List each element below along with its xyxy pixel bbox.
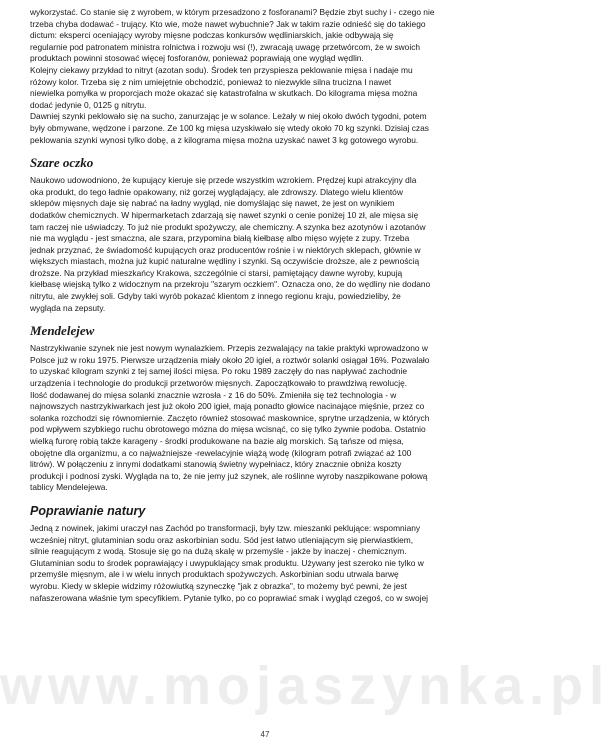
body-line: litrów). W połączeniu z innymi dodatkami stanowią świetny wypełniacz, który znacznie obniża koszty [30,459,402,470]
body-line: obojętne dla organizmu, a co najważniejsze -rewelacyjnie wiążą wodę (kilogram potrafi związać aż 100 [30,447,412,458]
section-heading-szare-oczko: Szare oczko [30,155,94,171]
body-line: nie ma wyglądu - jest smaczna, ale szara, przypomina białą kiełbasę albo mięso wyjęte z zupy. Trzeba [30,233,410,244]
section-body-szare-oczko [30,175,502,314]
body-line: większych miastach, można już kupić naturalne wędliny i szynki. Są oczywiście droższe, ale z pewnością [30,256,420,267]
body-line: silnie reagującym z wodą. Stosuje się go na dużą skalę w przemyśle - jakże by inaczej - chemicznym. [30,546,407,557]
body-line: pod wpływem szybkiego ruchu obrotowego mózna do mięsa wcisnąć, co się tylko żywnie podoba. Ostatnio [30,424,426,435]
body-line: produkcji i podnosi zyski. Wygląda na to, że nie jemy już szynek, ale roślinne wyroby naszpikowane połową [30,470,428,481]
intro-line: trzeba chyba dodawać - trujący. Kto wie, może nawet wybuchnie? Jak w takim razie odnieść się do takiego [30,18,426,29]
body-line: wygląda na zepsuty. [30,302,106,313]
body-line: sklepów mięsnych daje się nabrać na ładny wygląd, nie domyślając się nawet, że jest on wynikiem [30,198,395,209]
body-line: oka produkt, do tego ładnie opakowany, niż gorzej wyglądający, ale zdrowszy. Dlatego wielu klientów [30,186,403,197]
intro-line: niewielka pomyłka w proporcjach może okazać się katastrofalna w skutkach. Do kilograma mięsa można [30,88,418,99]
body-line: przemyśle mięsnym, ale i w wielu innych produktach spożywczych. Askorbinian sodu utrwala barwę [30,569,399,580]
body-line: tam raczej nie uświadczy. To już nie produkt spożywczy, ale chemiczny. A szynka bez azotynów i azotanów [30,221,426,232]
intro-line: dictum: eksperci oceniający wyroby mięsne podczas konkursów wędliniarskich, jakie odbywają się [30,30,394,41]
body-line: Nastrzykiwanie szynek nie jest nowym wynalazkiem. Przepis zezwalający na takie praktyki wprowadzono w [30,343,428,354]
intro-line: wykorzystać. Co stanie się z wyrobem, w którym przesadzono z fosforanami? Będzie zbyt suchy i - czego nie [30,7,435,17]
body-line: Glutaminian sodu to środek poprawiający i uwypuklający smak produktu. Używany jest szeroko nie tylko w [30,557,424,568]
body-line: dodatków chemicznych. W hipermarketach zdarzają się nawet szynki o cenie poniżej 10 zł, ale mięsa się [30,209,419,220]
page-number: 47 [260,730,270,739]
body-line: Jedną z nowinek, jakimi uraczył nas Zachód po transformacji, były tzw. mieszanki peklujące: wspomniany [30,522,421,533]
intro-line: dodać jedynie 0, 0125 g nitrytu. [30,99,147,110]
body-line: jednak przyznać, że świadomość kupujących oraz producentów rośnie i w niektórych sklepach, głównie w [30,244,421,255]
body-line: solanka rozchodzi się równomiernie. Zaczęto również stosować maskownice, sprytne urządzenia, w których [30,412,430,423]
intro-line: były obmywane, wędzone i parzone. Ze 100 kg mięsa uzyskiwało się wtedy około 70 kg szynki. Dzisiaj czas [30,122,429,133]
intro-line: Dawniej szynki peklowało się na sucho, zanurzając je w solance. Leżały w niej około dwóch tygodni, potem [30,111,427,122]
section-heading-poprawianie-natury: Poprawianie natury [30,503,146,518]
body-line: nitrytu, ale zwykłej soli. Gdyby taki wyrób pokazać klientom z innego regionu kraju, powiedzieliby, że [30,291,401,302]
document-page [30,7,502,604]
body-line: Polsce już w roku 1975. Pierwsze urządzenia miały około 20 igieł, a roztwór solanki osiągał 16%. Pozwalało [30,354,430,365]
body-line: Naukowo udowodniono, że kupujący kieruje się przede wszystkim wzrokiem. Prędzej kupi atrakcyjny dla [30,175,417,186]
body-line: wcześniej nitryt, glutaminian sodu oraz askorbinian sodu. Sód jest łatwo utleniającym się pierwiastkiem, [30,534,414,545]
intro-paragraph [30,7,502,146]
body-line: najnowszych nastrzykiwarkach jest już około 200 igieł, mają ponadto głowice nacinające mięśnie, przez co [30,401,425,412]
body-line: urządzenia i technologie do produkcji przetworów mięsnych. Zapoczątkowało to prawdziwą rewolucję. [30,378,408,389]
body-line: kiełbasę wiejską tylko z widocznym na przekroju "szarym oczkiem". Oznacza ono, że do wędliny nie dodano [30,279,431,290]
intro-line: regularnie pod patronatem ministra rolnictwa i rozwoju wsi (!), zwracają uwagę przetwórcom, że w swoich [30,41,421,52]
body-line: nafaszerowana właśnie tym specyfikiem. Pytanie tylko, po co poprawiać smak i wygląd czegoś, co w swojej [30,592,428,603]
intro-line: peklowania szynki wynosi tylko dobę, a z kilograma mięsa można uzyskać nawet 3 kg gotowego wyrobu. [30,134,419,145]
watermark: www.mojaszynka.pl [0,656,610,716]
body-line: Ilość dodawanej do mięsa solanki znacznie wzrosła - z 16 do 50%. Zmieniła się też technologia - w [30,389,397,400]
intro-line: różowy kolor. Trzeba się z nim umiejętnie obchodzić, ponieważ to niezwykle silna trucizna I nawet [30,76,392,87]
body-line: tablicy Mendelejewa. [30,482,108,493]
body-line: wielką furorę robią także karageny - środki produkowane na bazie alg morskich. Są tańsze od mięsa, [30,436,404,446]
body-line: wyrobu. Kiedy w sklepie widzimy różowiutką szyneczkę "jak z obrazka", to możemy być pewni, że jest [30,580,407,591]
section-body-mendelejew [30,343,502,494]
body-line: to uzyskać kilogram szynki z tej samej ilości mięsa. Po roku 1989 zaczęły do nas napływać zachodnie [30,366,408,377]
intro-line: produktach powinni stosować więcej fosforanów, ponieważ poprawiają one wygląd wędlin. [30,53,364,64]
intro-line: Kolejny ciekawy przykład to nitryt (azotan sodu). Środek ten przyspiesza peklowanie mięsa i nadaje mu [30,64,413,75]
body-line: droższe. Na przykład mieszkańcy Krakowa, szczególnie ci starsi, pamiętający dawne wyroby, kupują [30,267,403,278]
section-heading-mendelejew: Mendelejew [30,323,95,339]
section-body-poprawianie-natury [30,523,502,604]
